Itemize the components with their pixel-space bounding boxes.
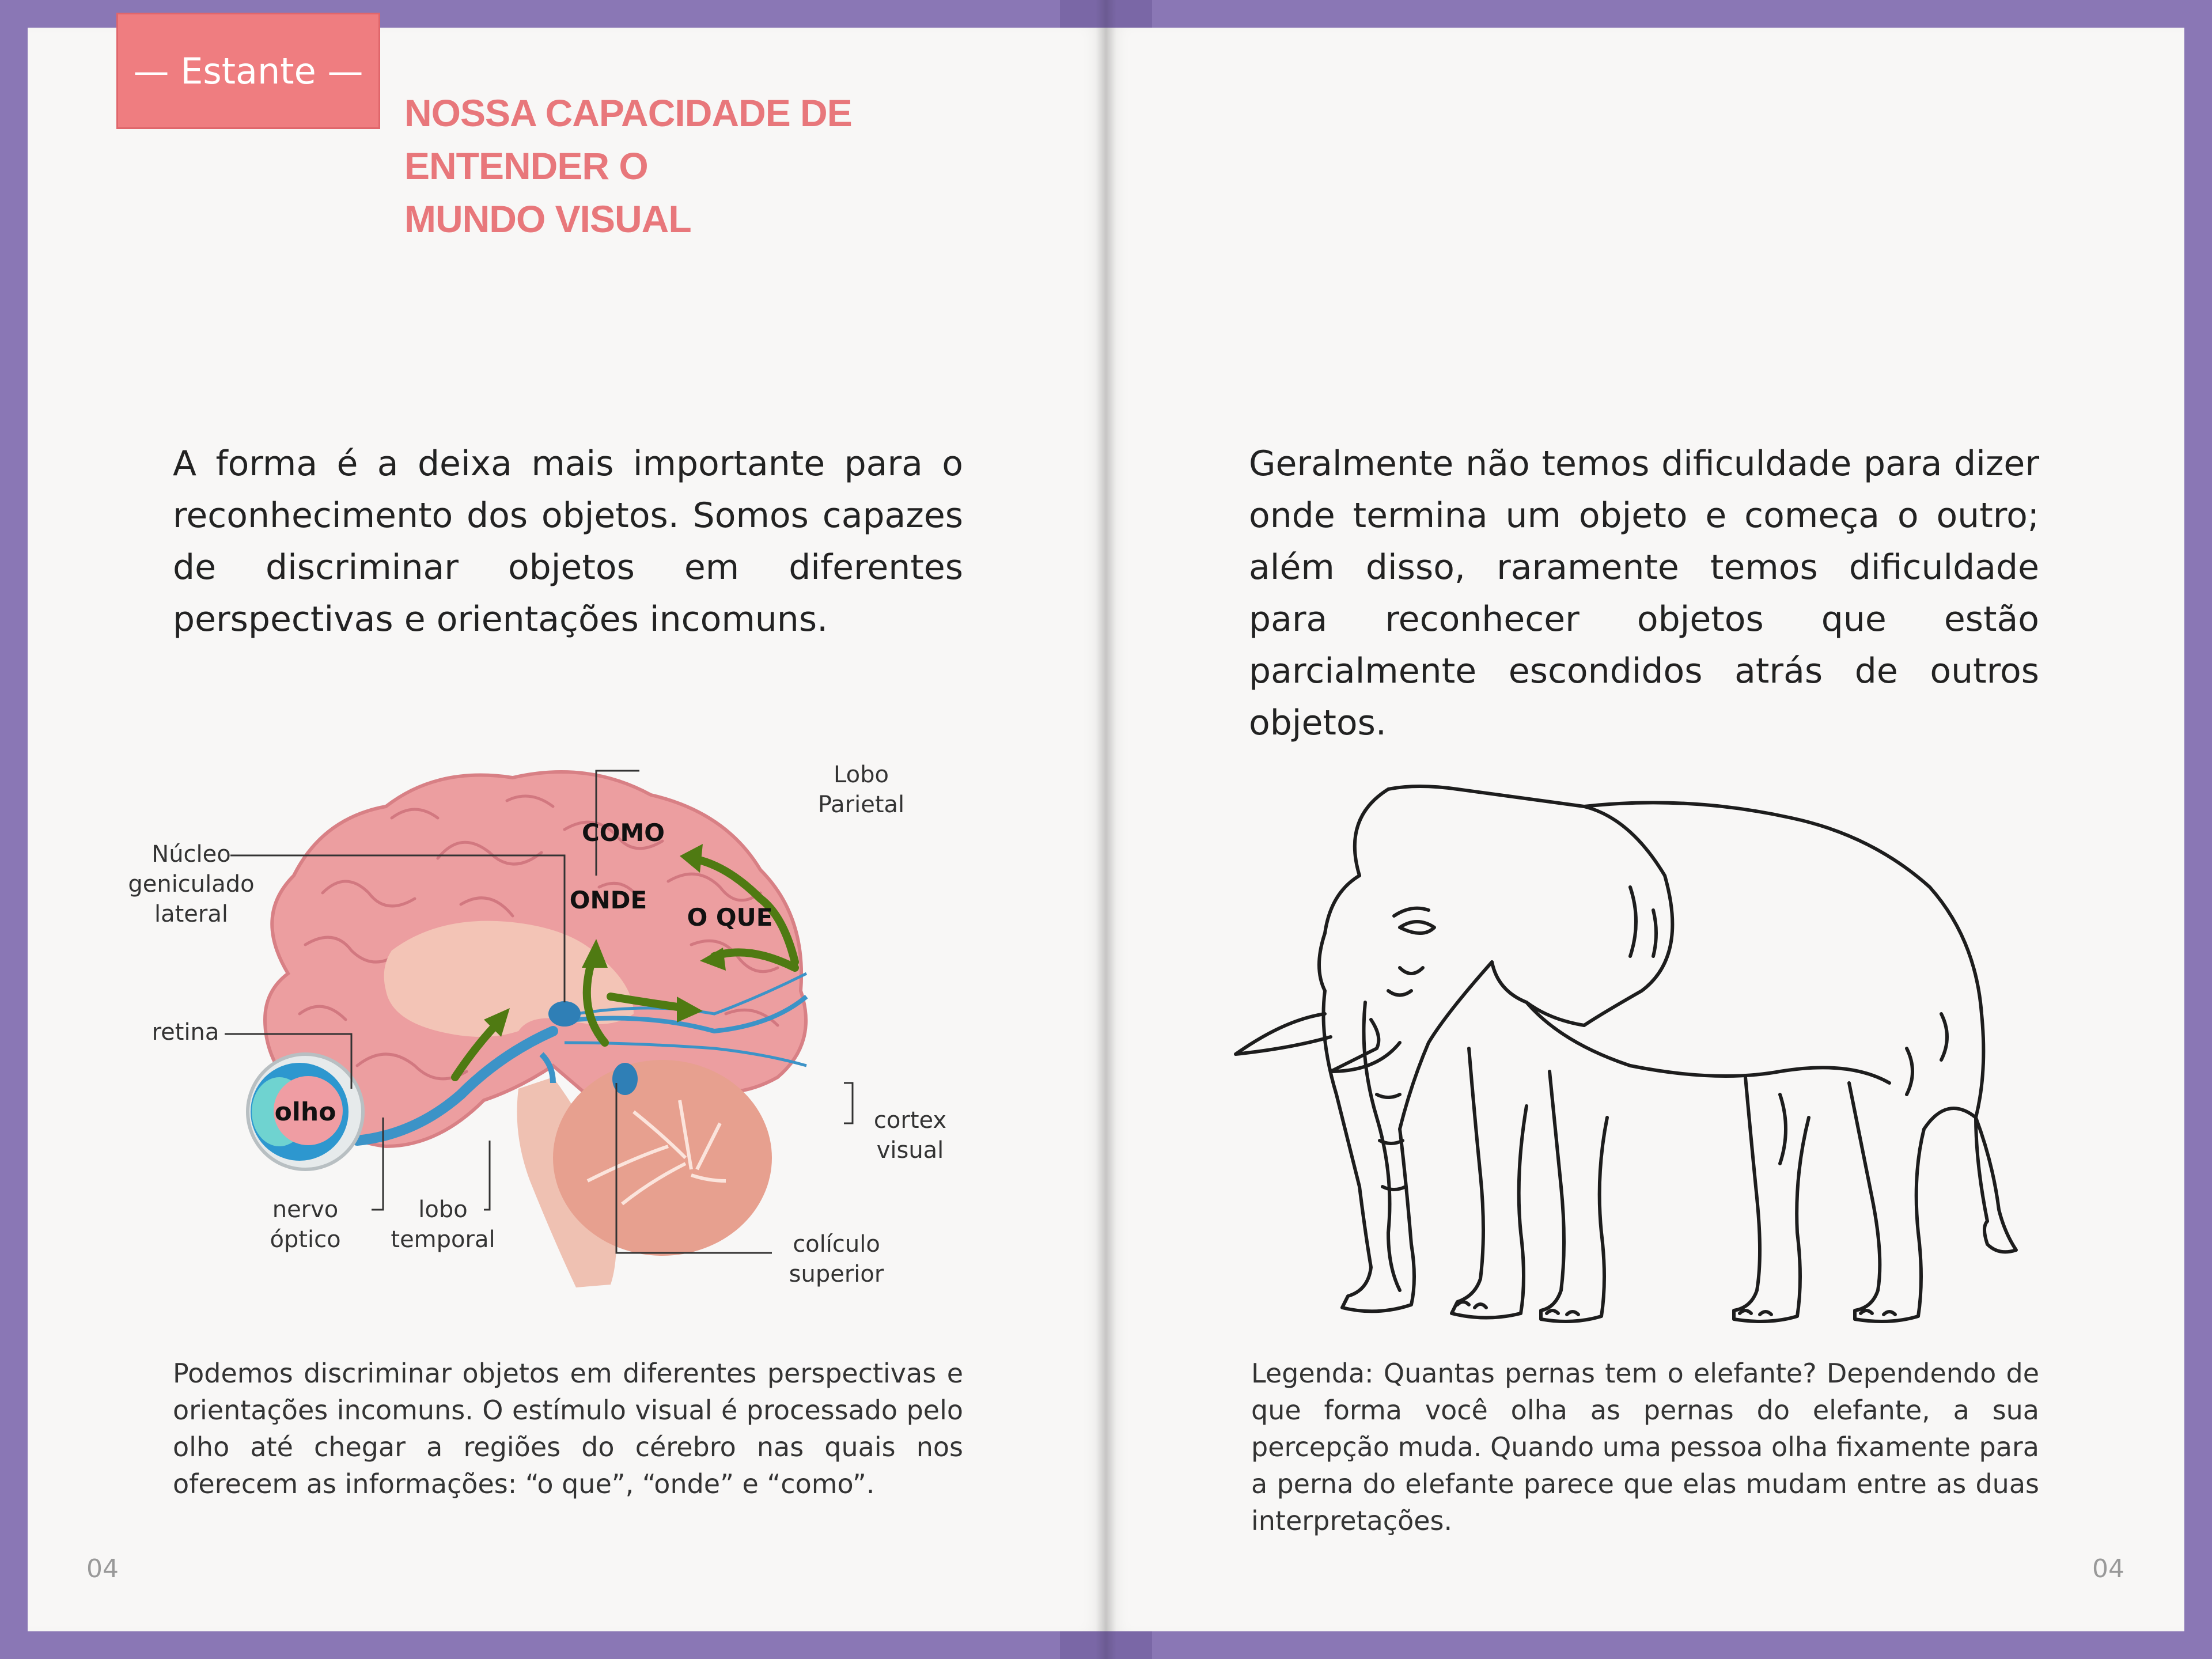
elephant-tusk-left [1236, 1014, 1331, 1054]
nucleo-label-3: lateral [154, 901, 228, 927]
elephant-belly [1527, 1002, 1889, 1083]
elephant-back [1584, 802, 1987, 1221]
hind-leg-2 [1849, 1083, 1976, 1321]
heading-line-2: MUNDO VISUAL [404, 198, 691, 240]
hind-leg-1 [1734, 1077, 1809, 1321]
lgn-node [548, 1001, 581, 1027]
section-tag: — Estante — [116, 13, 380, 129]
right-body-text: Geralmente não temos dificuldade para dizer onde termina um objeto e começa o outro; além disso, raramente temos dificuldade para reconhecer objetos que estão parcialmente escondidos atrás de outros objetos. [1249, 444, 2039, 743]
nervo-label-2: óptico [270, 1226, 341, 1253]
front-leg-1 [1452, 1048, 1527, 1318]
book-spine [1096, 0, 1116, 1659]
heading-line-1: NOSSA CAPACIDADE DE ENTENDER O [404, 92, 852, 187]
coliculo-label-2: superior [789, 1261, 884, 1287]
coliculo-label-1: colículo [793, 1231, 880, 1257]
nucleo-label-2: geniculado [128, 871, 255, 897]
right-page-number: 04 [2092, 1554, 2124, 1584]
retina-label: retina [151, 1019, 219, 1046]
lobo-temporal-label-1: lobo [418, 1196, 468, 1223]
left-page-number: 04 [86, 1554, 119, 1584]
lobo-parietal-label-2: Parietal [817, 791, 905, 818]
right-caption: Legenda: Quantas pernas tem o elefante? Dependendo de que forma você olha as pernas do elefante, a sua percepção muda. Quando uma pessoa olha fixamente para a perna do elefante parece que elas mudam entre as duas interpretações. [1251, 1358, 2039, 1536]
como-label: COMO [581, 819, 665, 847]
cortex-label-2: visual [876, 1137, 944, 1164]
elephant-illustration [1227, 772, 2033, 1336]
cerebellum [553, 1060, 772, 1256]
cortex-label-1: cortex [873, 1107, 947, 1134]
nervo-label-1: nervo [272, 1196, 339, 1223]
olho-label: olho [274, 1097, 336, 1127]
onde-label: ONDE [569, 886, 647, 914]
left-caption: Podemos discriminar objetos em diferentes perspectivas e orientações incomuns. O estímulo visual é processado pelo olho até chegar a regiões do cérebro nas quais nos oferecem as informações: “o que”, “onde” e “como”. [173, 1358, 963, 1499]
left-body-text: A forma é a deixa mais importante para o reconhecimento dos objetos. Somos capazes de discriminar objetos em diferentes perspectivas e orientações incomuns. [173, 444, 963, 639]
elephant-head [1319, 876, 1492, 1311]
page-heading [404, 86, 998, 245]
lobo-temporal-label-2: temporal [391, 1226, 495, 1253]
elephant-ear [1355, 786, 1673, 1025]
o-que-label: O QUE [687, 903, 773, 931]
elephant-eye [1400, 922, 1434, 933]
lobo-parietal-label-1: Lobo [834, 762, 889, 788]
nucleo-label-1: Núcleo [151, 841, 231, 868]
brain-diagram [115, 743, 979, 1319]
front-leg-2 [1541, 1071, 1607, 1321]
